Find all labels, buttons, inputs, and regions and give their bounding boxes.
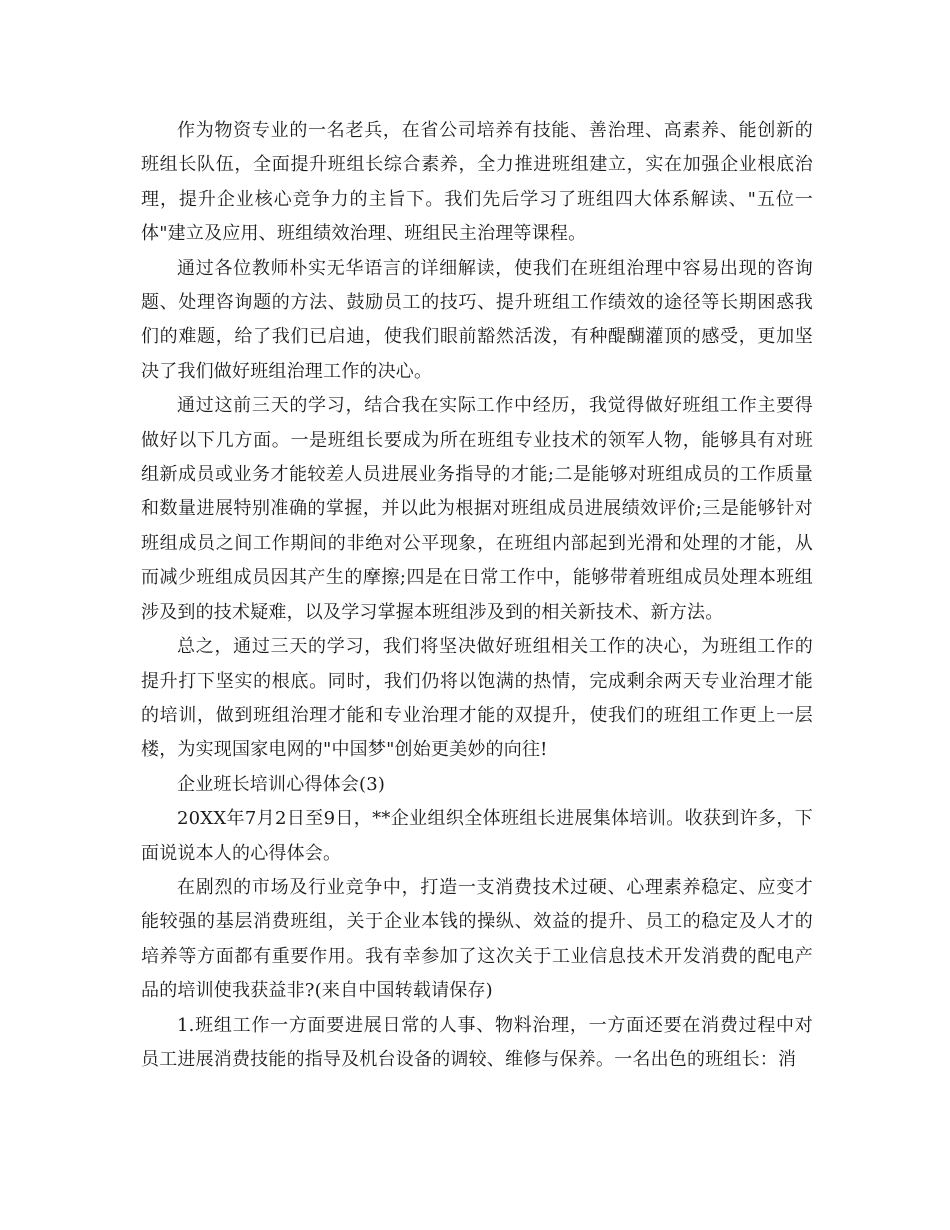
document-page <box>141 114 813 1077</box>
paragraph-5: 20XX年7月2日至9日，**企业组织全体班组长进展集体培训。收获到许多，下面说说本人的心得体会。 <box>141 808 813 864</box>
paragraph-7: 1.班组工作一方面要进展日常的人事、物料治理，一方面还要在消费过程中对员工进展消费技能的指导及机台设备的调较、维修与保养。一名出色的班组长：消 <box>141 1014 813 1070</box>
paragraph-6: 在剧烈的市场及行业竞争中，打造一支消费技术过硬、心理素养稳定、应变才能较强的基层消费班组，关于企业本钱的操纵、效益的提升、员工的稳定及人才的培养等方面都有重要作用。我有幸参加了这次关于工业信息技术开发消费的配电产品的培训使我获益非?(来自中国转载请保存) <box>141 876 813 1002</box>
section-heading: 企业班长培训心得体会(3) <box>177 773 386 795</box>
paragraph-4: 总之，通过三天的学习，我们将坚决做好班组相关工作的决心，为班组工作的提升打下坚实的根底。同时，我们仍将以饱满的热情，完成剩余两天专业治理才能的培训，做到班组治理才能和专业治理才能的双提升，使我们的班组工作更上一层楼，为实现国家电网的"中国梦"创始更美妙的向往! <box>141 636 813 761</box>
paragraph-1: 作为物资专业的一名老兵，在省公司培养有技能、善治理、高素养、能创新的班组长队伍，全面提升班组长综合素养，全力推进班组建立，实在加强企业根底治理，提升企业核心竞争力的主旨下。我们先后学习了班组四大体系解读、"五位一体"建立及应用、班组绩效治理、班组民主治理等课程。 <box>141 120 813 245</box>
paragraph-2: 通过各位教师朴实无华语言的详细解读，使我们在班组治理中容易出现的咨询题、处理咨询题的方法、鼓励员工的技巧、提升班组工作绩效的途径等长期困惑我们的难题，给了我们已启迪，使我们眼前豁然活泼，有种醍醐灌顶的感受，更加坚决了我们做好班组治理工作的决心。 <box>141 257 813 382</box>
paragraph-3: 通过这前三天的学习，结合我在实际工作中经历，我觉得做好班组工作主要得做好以下几方面。一是班组长要成为所在班组专业技术的领军人物，能够具有对班组新成员或业务才能较差人员进展业务指导的才能;二是能够对班组成员的工作质量和数量进展特别准确的掌握，并以此为根据对班组成员进展绩效评价;三是能够针对班组成员之间工作期间的非绝对公平现象，在班组内部起到光滑和处理的才能，从而减少班组成员因其产生的摩擦;四是在日常工作中，能够带着班组成员处理本班组涉及到的技术疑难，以及学习掌握本班组涉及到的相关新技术、新方法。 <box>141 395 813 623</box>
